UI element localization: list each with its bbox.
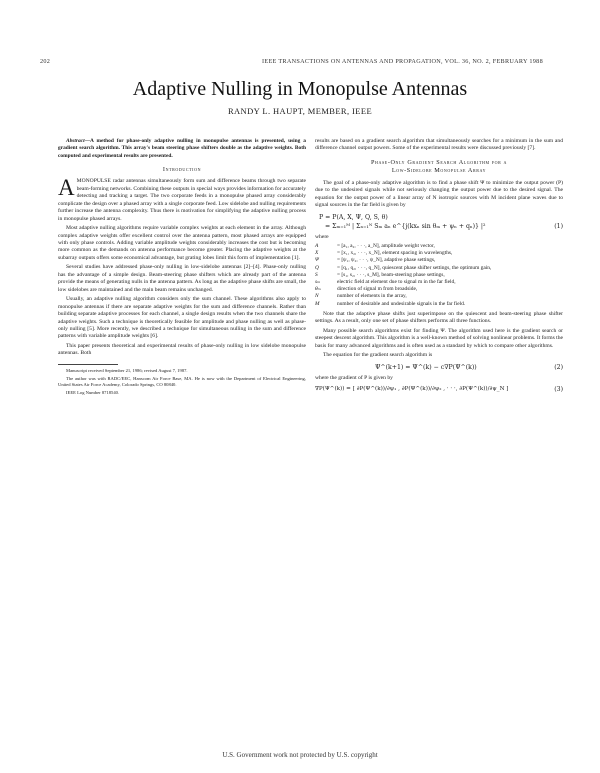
footnote-divider [58,364,118,365]
intro-paragraph: Several studies have addressed phase-only nulling in low-sidelobe antennas [2]–[4]. Phase-only nulling has the advantage of a simple design. Beam-steering phase shifters which are already part of the antenna provide the means of generating nulls in the antenna pattern. As long as the adaptive phase shifts are small, the low sidelobes are maintained and the main beam remains unchanged. [58,264,306,293]
definition-text: direction of signal m from broadside, [337,286,418,293]
definition-row [315,243,563,250]
abstract-text: —A method for phase-only adaptive nulling in monopulse antennas is presented, using a gradient search algorithm. This array's beam steering phase shifters double as the adaptive weights. Both computed and experimental results are presented. [58,138,306,159]
definition-symbol: N [315,293,319,300]
equation-number: (3) [554,386,563,394]
page-title: Adaptive Nulling in Monopulse Antennas [132,78,468,100]
intro-continued: results are based on a gradient search algorithm that simultaneously searches for a minimum in the sum and difference channel output powers. Some of the experimental results were discussed previously [7]. [315,138,563,152]
definition-text: number of elements in the array, [337,293,407,300]
right-column [315,138,563,398]
equation-3-body: ∇P(Ψ^(k)) = [ ∂P(Ψ^(k))/∂ψ₁ , ∂P(Ψ^(k))/∂ψ₂ , · · ·, ∂P(Ψ^(k))/∂ψ_N ] [315,386,509,393]
definition-symbol: S [315,271,318,278]
definition-text: number of desirable and undesirable signals in the far field. [337,300,466,307]
definition-symbol: Q [315,264,319,271]
definition-text: = [q₁, q₂, · · ·, q_N], quiescent phase shifter settings, the optimum gain, [337,264,492,271]
abstract [58,138,306,160]
definition-symbol: Ψ [315,257,319,264]
section-heading-algorithm: Phase-Only Gradient Search Algorithm for a [370,158,508,166]
copyright-footer: U.S. Government work not protected by U.S. copyright [222,751,378,759]
body-paragraph: The goal of a phase-only adaptive algorithm is to find a phase shift Ψ to minimize the output power (P) due to the undesired signals while not seriously changing the output power due to the desired signal. The equation for the output power of a linear array of N isotropic sources with M incident plane waves due to signal sources in the far field is given by [315,179,563,209]
body-paragraph: Many possible search algorithms exist for finding Ψ. The algorithm used here is the gradient search or steepest descent algorithm. This algorithm is a well-known method of solving nonlinear problems. It forms the basis for many advanced algorithms and is often used as a standard by which to compare other algorithms. [315,327,563,349]
intro-paragraph: This paper presents theoretical and experimental results of phase-only nulling in low sidelobe monopulse antennas. Both [58,342,306,357]
definition-symbol: M [315,300,320,307]
equation-number: (2) [554,363,563,371]
body-paragraph: where the gradient of P is given by [315,374,393,381]
abstract-label: Abstract [66,138,85,144]
intro-first-paragraph [58,175,306,223]
left-column [58,138,306,399]
footnote: The author was with RADC/EEC, Hanscom Air Force Base, MA. He is now with the Department of Electrical Engineering, United States Air Force Academy, Colorado Springs, CO 80840. [58,375,306,388]
definition-symbol: X [315,250,319,257]
equation-1 [315,223,563,230]
dropcap: A [58,175,75,201]
definition-row [315,301,563,308]
intro-paragraph: Most adaptive nulling algorithms require variable complex weights at each element in the array. Although complex adaptive weights offer excellent control over the antenna pattern, most phased arrays are equipped with only phase controls. Adding variable amplitude weights considerably increases the cost but is becoming more common as the demands on antenna performance become greater. Placing the adaptive weights at the subarray outputs offers some economical advantage, but grating lobes limit this form of implementation [1]. [58,225,306,261]
definition-row [315,272,563,279]
equation-1-line-2: = Σₘ₌₁ᴹ | Σₙ₌₁ᴺ Sₘ aₙ e^{j(kxₙ sin θₘ + ψₙ + qₙ)} |² [325,223,486,231]
body-paragraph: The equation for the gradient search algorithm is [323,352,433,359]
equation-1-line-1: P = P(A, X, Ψ, Q, S, θ) [319,213,388,221]
definition-text: electric field at element due to signal m in the far field, [337,279,456,285]
intro-paragraph: MONOPULSE radar antennas simultaneously form sum and difference beams through two separate beam-forming networks. Combining these outputs in special ways provides information for accurately detecting and tracking a target. The two corporate feeds in a monopulse phased array considerably complicate the design over a phased array with a single corporate feed. Low sidelobe and nulling requirements further increase the antenna complexity. Thus there is motivation for simplifying the adaptive nulling process in monopulse phased arrays. [58,178,306,222]
definition-text: = [x₁, x₂, · · ·, x_N], element spacing in wavelengths, [337,250,453,257]
definition-text: = [ψ₁, ψ₂, · · ·, ψ_N], adaptive phase settings, [337,257,436,264]
definition-row [315,265,563,272]
definition-symbol: sₘ [315,279,321,285]
definition-symbol: A [315,242,319,249]
definition-row [315,250,563,257]
body-paragraph: Note that the adaptive phase shifts just superimpose on the quiescent and beam-steering phase shifter settings. As a result, only one set of phase shifters performs all three functions. [315,310,563,325]
section-heading-introduction: Introduction [162,165,202,173]
section-heading-algorithm-line2: Low-Sidelobe Monopulse Array [391,167,487,175]
page-number: 202 [40,58,51,65]
equation-number: (1) [554,223,563,231]
symbol-definitions [315,243,563,308]
footnote: Manuscript received September 21, 1986; revised August 7, 1987. [66,367,188,373]
equation-3 [315,386,563,393]
equation-2 [315,364,563,371]
equation-2-body: Ψ^(k+1) = Ψ^(k) − c∇P(Ψ^(k)) [375,363,477,371]
definition-row [315,257,563,264]
where-label: where [315,233,329,240]
journal-header: IEEE TRANSACTIONS ON ANTENNAS AND PROPAGATION, VOL. 36, NO. 2, FEBRUARY 1988 [262,58,543,65]
definition-row [315,293,563,300]
definition-symbol: θₘ [315,286,321,293]
author-line: RANDY L. HAUPT, MEMBER, IEEE [227,106,373,116]
footnote: IEEE Log Number 8718540. [66,390,120,396]
intro-paragraph: Usually, an adaptive nulling algorithm considers only the sum channel. These algorithms also apply to monopulse antennas if there are separate adaptive weights for the sum and difference channels. Rather than building separate adaptive processes for each channel, a single design results when the two channels share the adaptive weights. Such a technique is theoretically feasible for amplitude and phase nulling as well as phase-only nulling [5]. More recently, we described a technique for simultaneous nulling in the sum and difference patterns with variable amplitude weights [6]. [58,296,306,340]
definition-text: = [a₁, a₂, · · ·, a_N], amplitude weight vector, [337,242,435,249]
definition-text: = [s₁, s₂, · · ·, s_M], beam-steering phase settings, [337,271,445,278]
